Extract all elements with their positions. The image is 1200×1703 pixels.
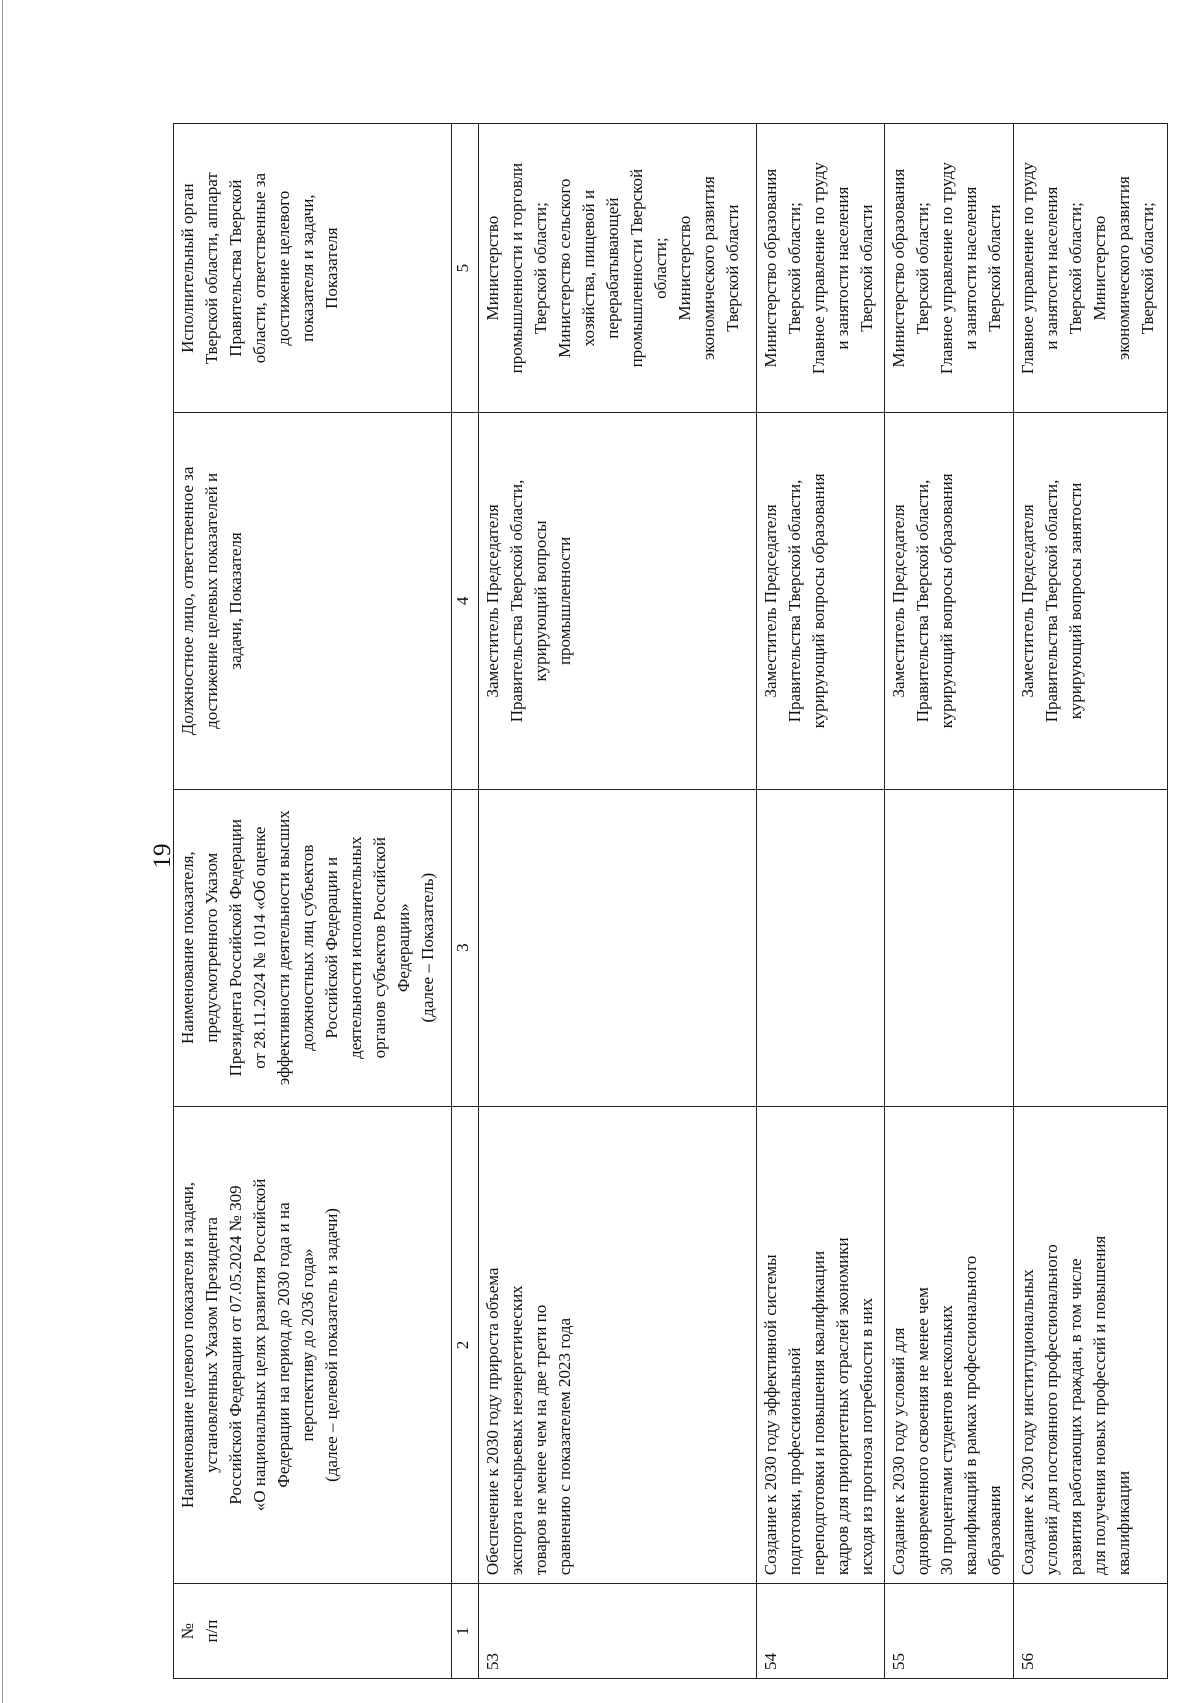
goal-line: сравнению с показателем 2023 года: [554, 1317, 574, 1576]
header-body-line: Тверской области, аппарат: [202, 172, 221, 364]
body-line: перерабатывающей: [602, 197, 622, 339]
body-line: Главное управление по труду: [809, 162, 829, 375]
body-line: Министерство: [1089, 215, 1109, 321]
body-line: области;: [650, 237, 670, 299]
responsible-body-cell: [757, 124, 885, 413]
body-line: промышленности и торговли: [506, 162, 526, 374]
header-indicator-line: от 28.11.2024 № 1014 «Об оценке: [250, 826, 269, 1069]
indicator-cell: [885, 789, 1013, 1106]
body-line: Тверской области;: [530, 202, 550, 335]
header-goal-line: (далее – целевой показатель и задачи): [322, 1208, 341, 1482]
column-number-cell: 3: [452, 789, 478, 1106]
body-line: и занятости населения: [833, 186, 853, 350]
body-line: Министерство: [674, 215, 694, 321]
goal-line: переподготовки и повышения квалификации: [809, 1250, 829, 1576]
goal-cell: [478, 1106, 756, 1583]
goal-line: для получения новых профессий и повышения: [1089, 1235, 1109, 1576]
body-line: Тверской области;: [1065, 202, 1085, 335]
official-cell: [757, 413, 885, 789]
goal-line: Создание к 2030 году условий для: [889, 1327, 909, 1576]
header-goal-cell: [174, 1106, 452, 1583]
header-indicator-line: органов субъектов Российской: [370, 837, 389, 1059]
header-goal-line: установленных Указом Президента: [202, 1217, 221, 1473]
goal-line: квалификации: [1113, 1470, 1133, 1576]
row-number-cell: 53: [478, 1584, 756, 1679]
header-goal-line: перспективу до 2036 года»: [298, 1248, 317, 1442]
header-body-cell: [174, 124, 452, 413]
header-row: [174, 124, 452, 1679]
header-official-cell: [174, 413, 452, 789]
official-line: Правительства Тверской области,: [506, 479, 526, 723]
header-indicator-line: деятельности исполнительных: [346, 836, 365, 1059]
official-line: курирующий вопросы образования: [937, 473, 957, 729]
official-line: курирующий вопросы образования: [809, 473, 829, 729]
table-row: [885, 124, 1013, 1679]
official-cell: [478, 413, 756, 789]
goal-cell: [1013, 1106, 1167, 1583]
goal-line: подготовки, профессиональной: [785, 1347, 805, 1576]
body-line: экономического развития: [1113, 176, 1133, 361]
body-line: и занятости населения: [1041, 186, 1061, 350]
official-line: курирующий вопросы занятости: [1065, 482, 1085, 720]
body-line: Министерство образования: [889, 168, 909, 368]
header-indicator-line: Президента Российской Федерации: [226, 818, 245, 1077]
official-line: промышленности: [554, 536, 574, 666]
header-indicator-line: эффективности деятельности высших: [274, 810, 293, 1086]
responsible-body-cell: [885, 124, 1013, 413]
goal-line: Создание к 2030 году институциональных: [1017, 1269, 1037, 1576]
header-indicator-line: Наименование показателя,: [178, 851, 197, 1044]
header-indicator-line: Российской Федерации и: [322, 856, 341, 1039]
official-cell: [885, 413, 1013, 789]
indicator-cell: [478, 789, 756, 1106]
header-goal-line: «О национальных целях развития Российской: [250, 1178, 269, 1512]
goal-cell: [885, 1106, 1013, 1583]
goal-cell: [757, 1106, 885, 1583]
goal-line: Создание к 2030 году эффективной системы: [761, 1254, 781, 1576]
header-official-line: достижение целевых показателей и: [202, 472, 221, 729]
header-body-line: Правительства Тверской: [226, 179, 245, 357]
row-number-cell: 56: [1013, 1584, 1167, 1679]
goal-line: экспорта несырьевых неэнергетических: [506, 1285, 526, 1576]
header-num-line: №: [178, 1622, 197, 1640]
goal-line: Обеспечение к 2030 году прироста объема: [482, 1267, 502, 1576]
table-row: [478, 124, 756, 1679]
body-line: Главное управление по труду: [1017, 162, 1037, 375]
header-body-line: Исполнительный орган: [178, 183, 197, 353]
table-row: [757, 124, 885, 1679]
goal-line: одновременного освоения не менее чем: [913, 1287, 933, 1576]
indicator-cell: [1013, 789, 1167, 1106]
body-line: Тверской области: [985, 204, 1005, 332]
goal-line: условий для постоянного профессионального: [1041, 1244, 1061, 1576]
official-line: Правительства Тверской области,: [785, 479, 805, 723]
body-line: хозяйства, пищевой и: [578, 189, 598, 347]
goal-line: товаров не менее чем на две трети по: [530, 1304, 550, 1576]
indicator-cell: [757, 789, 885, 1106]
header-indicator-line: Федерации»: [394, 903, 413, 993]
header-num-cell: [174, 1584, 452, 1679]
column-number-cell: 1: [452, 1584, 478, 1679]
body-line: Тверской области;: [913, 202, 933, 335]
goal-line: квалификаций в рамках профессионального: [961, 1255, 981, 1576]
goal-line: образования: [985, 1485, 1005, 1576]
body-line: Главное управление по труду: [937, 162, 957, 375]
official-line: курирующий вопросы: [530, 520, 550, 682]
body-line: и занятости населения: [961, 186, 981, 350]
header-goal-line: Наименование целевого показателя и задачи,: [178, 1181, 197, 1508]
body-line: Тверской области;: [785, 202, 805, 335]
column-number-cell: 4: [452, 413, 478, 789]
responsible-body-cell: [1013, 124, 1167, 413]
header-num-line: п/п: [202, 1619, 221, 1643]
responsibility-table: [173, 123, 1168, 1679]
official-cell: [1013, 413, 1167, 789]
body-line: Министерство образования: [761, 168, 781, 368]
official-line: Правительства Тверской области,: [1041, 479, 1061, 723]
official-line: Заместитель Председателя: [761, 504, 781, 698]
row-number-cell: 55: [885, 1584, 1013, 1679]
header-body-line: показателя и задачи,: [298, 194, 317, 342]
header-body-line: области, ответственные за: [250, 173, 269, 364]
header-indicator-line: должностных лиц субъектов: [298, 844, 317, 1051]
column-number-cell: 5: [452, 124, 478, 413]
header-body-line: Показателя: [322, 227, 341, 309]
body-line: экономического развития: [698, 176, 718, 361]
goal-line: исходя из прогноза потребности в них: [857, 1297, 877, 1576]
header-indicator-line: предусмотренного Указом: [202, 852, 221, 1043]
body-line: Министерство: [482, 215, 502, 321]
page-number: 19: [149, 843, 176, 869]
body-line: Тверской области: [857, 204, 877, 332]
header-official-line: Должностное лицо, ответственное за: [178, 466, 197, 736]
body-line: Тверской области: [722, 204, 742, 332]
header-indicator-line: (далее – Показатель): [418, 872, 437, 1023]
official-line: Заместитель Председателя: [889, 504, 909, 698]
header-goal-line: Федерации на период до 2030 года и на: [274, 1202, 293, 1488]
column-number-cell: 2: [452, 1106, 478, 1583]
official-line: Заместитель Председателя: [482, 504, 502, 698]
goal-line: развития работающих граждан, в том числе: [1065, 1258, 1085, 1576]
body-line: Тверской области;: [1137, 202, 1157, 335]
header-body-line: достижение целевого: [274, 190, 293, 346]
scan-edge-line: [2, 0, 3, 1703]
official-line: Правительства Тверской области,: [913, 479, 933, 723]
row-number-cell: 54: [757, 1584, 885, 1679]
table-row: [1013, 124, 1167, 1679]
header-indicator-cell: [174, 789, 452, 1106]
header-goal-line: Российской Федерации от 07.05.2024 № 309: [226, 1185, 245, 1505]
body-line: Министерство сельского: [554, 178, 574, 358]
goal-line: кадров для приоритетных отраслей экономики: [833, 1237, 853, 1576]
header-official-line: задачи, Показателя: [226, 532, 245, 670]
column-number-row: [452, 124, 478, 1679]
official-line: Заместитель Председателя: [1017, 504, 1037, 698]
rotated-table-frame: [173, 123, 1168, 1679]
goal-line: 30 процентами студентов нескольких: [937, 1304, 957, 1576]
body-line: промышленности Тверской: [626, 168, 646, 368]
responsible-body-cell: [478, 124, 756, 413]
